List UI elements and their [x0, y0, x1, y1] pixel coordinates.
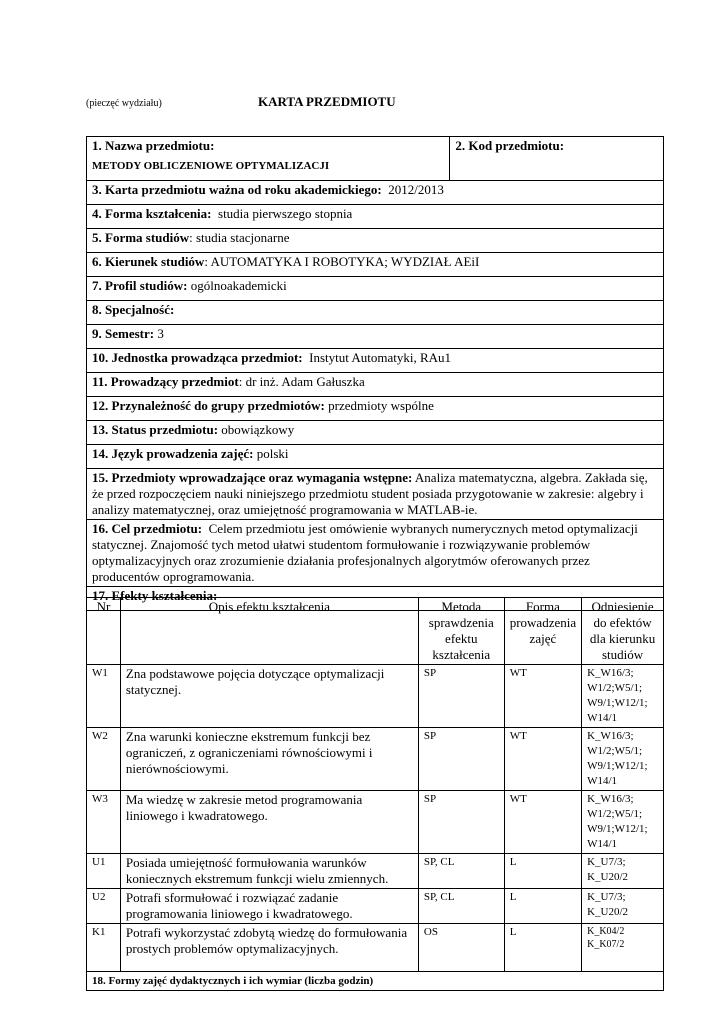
study-form-value: : studia stacjonarne: [189, 230, 290, 245]
outcome-description: Ma wiedzę w zakresie metod programowania liniowego i kwadratowego.: [120, 791, 418, 854]
outcome-method: OS: [418, 924, 504, 972]
header-description: Opis efektu kształcenia: [120, 598, 418, 665]
course-status-value: obowiązkowy: [221, 422, 295, 437]
row-course-status: [87, 421, 664, 445]
course-name-cell: [87, 137, 450, 181]
table-row: [87, 854, 664, 889]
prerequisites-label: 15. Przedmioty wprowadzające oraz wymagania wstępne:: [92, 470, 413, 485]
semester-value: 3: [157, 326, 164, 341]
row-specialty: [87, 301, 664, 325]
outcome-nr: K1: [87, 924, 121, 972]
unit-value: Instytut Automatyki, RAu1: [309, 350, 452, 365]
row-course-group: [87, 397, 664, 421]
course-info-table: [86, 136, 664, 611]
learning-outcomes-table: [86, 597, 664, 991]
outcome-method: SP, CL: [418, 889, 504, 924]
table-row: [87, 791, 664, 854]
course-group-value: przedmioty wspólne: [328, 398, 434, 413]
language-label: 14. Język prowadzenia zajęć:: [92, 446, 254, 461]
course-code-cell: [450, 137, 664, 181]
specialty-label: 8. Specjalność:: [92, 302, 175, 317]
outcome-description: Potrafi wykorzystać zdobytą wiedzę do formułowania prostych problemów optymalizacyjnych.: [120, 924, 418, 972]
education-form-value: studia pierwszego stopnia: [218, 206, 353, 221]
table-row: [87, 889, 664, 924]
study-profile-value: ogólnoakademicki: [190, 278, 287, 293]
study-profile-label: 7. Profil studiów:: [92, 278, 188, 293]
header-form: Forma prowadzenia zajęć: [504, 598, 581, 665]
outcome-form: WT: [504, 728, 581, 791]
field-of-study-label: 6. Kierunek studiów: [92, 254, 205, 269]
outcome-method: SP: [418, 728, 504, 791]
outcome-description: Zna warunki konieczne ekstremum funkcji bez ograniczeń, z ograniczeniami równościowymi i nierównościowymi.: [120, 728, 418, 791]
row-valid-from: [87, 181, 664, 205]
header-nr: Nr: [87, 598, 121, 665]
header-reference: Odniesienie do efektów dla kierunku studiów: [582, 598, 664, 665]
outcome-nr: U1: [87, 854, 121, 889]
outcome-description: Posiada umiejętność formułowania warunków koniecznych ekstremum funkcji wielu zmiennych.: [120, 854, 418, 889]
row-study-profile: [87, 277, 664, 301]
row-study-form: [87, 229, 664, 253]
outcome-nr: W3: [87, 791, 121, 854]
row-lecturer: [87, 373, 664, 397]
outcome-method: SP: [418, 791, 504, 854]
didactic-forms-label: 18. Formy zajęć dydaktycznych i ich wymiar (liczba godzin): [87, 972, 664, 991]
outcome-nr: W1: [87, 665, 121, 728]
outcome-reference: K_W16/3; W1/2;W5/1; W9/1;W12/1; W14/1: [582, 728, 664, 791]
row-didactic-forms: [87, 972, 664, 991]
course-name-label: 1. Nazwa przedmiotu:: [92, 138, 215, 153]
outcome-form: L: [504, 854, 581, 889]
course-status-label: 13. Status przedmiotu:: [92, 422, 219, 437]
row-education-form: [87, 205, 664, 229]
outcome-form: WT: [504, 791, 581, 854]
outcome-description: Zna podstawowe pojęcia dotyczące optymalizacji statycznej.: [120, 665, 418, 728]
table-row: [87, 924, 664, 972]
outcome-reference: K_U7/3; K_U20/2: [582, 889, 664, 924]
outcome-method: SP, CL: [418, 854, 504, 889]
outcome-nr: U2: [87, 889, 121, 924]
outcome-reference: K_W16/3; W1/2;W5/1; W9/1;W12/1; W14/1: [582, 665, 664, 728]
row-course-goal: [87, 520, 664, 587]
outcome-description: Potrafi sformułować i rozwiązać zadanie programowania liniowego i kwadratowego.: [120, 889, 418, 924]
outcomes-header-row: [87, 598, 664, 665]
outcome-form: WT: [504, 665, 581, 728]
education-form-label: 4. Forma kształcenia:: [92, 206, 212, 221]
row-unit: [87, 349, 664, 373]
lecturer-label: 11. Prowadzący przedmiot: [92, 374, 239, 389]
outcome-method: SP: [418, 665, 504, 728]
table-row: [87, 728, 664, 791]
outcome-form: L: [504, 924, 581, 972]
unit-label: 10. Jednostka prowadząca przedmiot:: [92, 350, 303, 365]
row-field-of-study: [87, 253, 664, 277]
semester-label: 9. Semestr:: [92, 326, 155, 341]
outcome-reference: K_W16/3; W1/2;W5/1; W9/1;W12/1; W14/1: [582, 791, 664, 854]
study-form-label: 5. Forma studiów: [92, 230, 190, 245]
course-group-label: 12. Przynależność do grupy przedmiotów:: [92, 398, 325, 413]
faculty-stamp-label: (pieczęć wydziału): [86, 98, 162, 109]
outcome-nr: W2: [87, 728, 121, 791]
field-of-study-value: : AUTOMATYKA I ROBOTYKA; WYDZIAŁ AEiI: [204, 254, 480, 269]
valid-from-label: 3. Karta przedmiotu ważna od roku akademickiego:: [92, 182, 382, 197]
valid-from-value: 2012/2013: [388, 182, 444, 197]
table-row: [87, 665, 664, 728]
row-semester: [87, 325, 664, 349]
language-value: polski: [256, 446, 289, 461]
prerequisites-value: Analiza matematyczna, algebra. Zakłada się, że przed rozpoczęciem nauki niniejszego przedmiotu student posiada przygotowanie w zakresie: algebry i analizy matematycznej, oraz umiejętność programowania w MATLAB-ie.: [92, 470, 648, 517]
row-language: [87, 445, 664, 469]
course-code-label: 2. Kod przedmiotu:: [455, 138, 565, 153]
header-method: Metoda sprawdzenia efektu kształcenia: [418, 598, 504, 665]
outcome-form: L: [504, 889, 581, 924]
course-name-value: METODY OBLICZENIOWE OPTYMALIZACJI: [92, 160, 330, 172]
learning-outcomes-label: 17. Efekty kształcenia:: [92, 588, 218, 603]
row-course-name: [87, 137, 664, 181]
course-goal-value: Celem przedmiotu jest omówienie wybranych numerycznych metod optymalizacji statycznej. Znajomość tych metod ułatwi studentom formułowanie i rozwiązywanie problemów optymalizacyjnych oraz zrozumienie działania profesjonalnych algorytmów oferowanych przez producentów oprogramowania.: [92, 521, 638, 584]
course-goal-label: 16. Cel przedmiotu:: [92, 521, 203, 536]
outcome-reference: K_U7/3; K_U20/2: [582, 854, 664, 889]
page-title: KARTA PRZEDMIOTU: [258, 94, 396, 109]
row-prerequisites: [87, 469, 664, 520]
lecturer-value: : dr inż. Adam Gałuszka: [238, 374, 365, 389]
outcome-reference: K_K04/2 K_K07/2: [582, 924, 664, 972]
